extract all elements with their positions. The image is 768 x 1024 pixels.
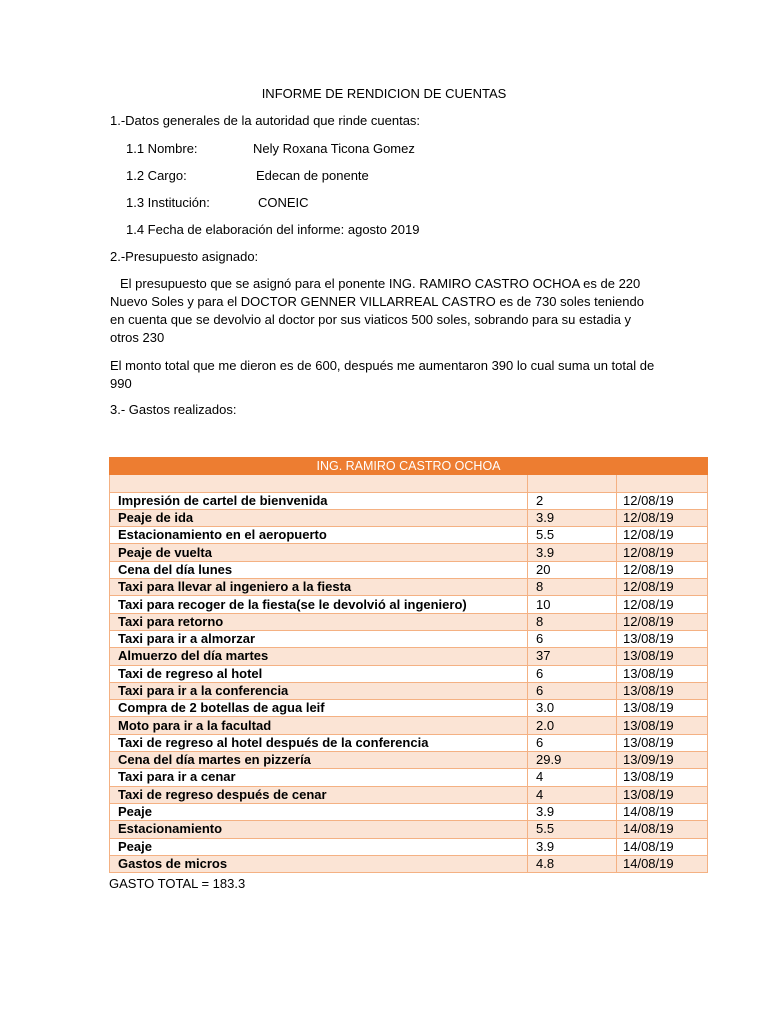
- table-row: [110, 527, 708, 544]
- table-blank-row: [110, 475, 708, 492]
- expense-date: 13/08/19: [617, 786, 708, 803]
- table-row: [110, 838, 708, 855]
- expense-description: Taxi de regreso al hotel: [110, 665, 528, 682]
- expense-date: 13/08/19: [617, 682, 708, 699]
- nombre-label: 1.1 Nombre:: [126, 141, 198, 156]
- expense-description: Taxi para recoger de la fiesta(se le devolvió al ingeniero): [110, 596, 528, 613]
- table-row: [110, 855, 708, 872]
- expense-date: 12/08/19: [617, 544, 708, 561]
- expense-description: Estacionamiento en el aeropuerto: [110, 527, 528, 544]
- presupuesto-paragraph-2: El monto total que me dieron es de 600, después me aumentaron 390 lo cual suma un total de 990: [110, 358, 655, 391]
- institucion-value: CONEIC: [258, 195, 309, 210]
- expense-description: Moto para ir a la facultad: [110, 717, 528, 734]
- expense-description: Impresión de cartel de bienvenida: [110, 492, 528, 509]
- expense-amount: 6: [528, 630, 617, 647]
- expense-description: Gastos de micros: [110, 855, 528, 872]
- table-row: [110, 596, 708, 613]
- expense-date: 13/08/19: [617, 630, 708, 647]
- expense-description: Almuerzo del día martes: [110, 648, 528, 665]
- expense-description: Peaje: [110, 803, 528, 820]
- expense-date: 14/08/19: [617, 803, 708, 820]
- table-row: [110, 700, 708, 717]
- expense-amount: 29.9: [528, 752, 617, 769]
- expense-date: 14/08/19: [617, 855, 708, 872]
- table-row: [110, 803, 708, 820]
- expense-date: 13/08/19: [617, 665, 708, 682]
- expense-amount: 2: [528, 492, 617, 509]
- expense-amount: 3.9: [528, 838, 617, 855]
- section-2-heading: 2.-Presupuesto asignado:: [110, 249, 259, 264]
- expense-amount: 37: [528, 648, 617, 665]
- expense-date: 13/08/19: [617, 700, 708, 717]
- expense-amount: 3.9: [528, 803, 617, 820]
- expense-amount: 3.0: [528, 700, 617, 717]
- table-row: [110, 630, 708, 647]
- expense-date: 12/08/19: [617, 613, 708, 630]
- table-row: [110, 734, 708, 751]
- gasto-total: GASTO TOTAL = 183.3: [109, 876, 246, 891]
- table-row: [110, 665, 708, 682]
- expense-date: 13/08/19: [617, 717, 708, 734]
- expense-description: Cena del día lunes: [110, 561, 528, 578]
- expense-description: Estacionamiento: [110, 821, 528, 838]
- expense-date: 14/08/19: [617, 821, 708, 838]
- expense-date: 12/08/19: [617, 596, 708, 613]
- gastos-table: [109, 457, 708, 873]
- expense-date: 13/08/19: [617, 769, 708, 786]
- expense-amount: 10: [528, 596, 617, 613]
- expense-amount: 3.9: [528, 544, 617, 561]
- table-row: [110, 752, 708, 769]
- table-row: [110, 544, 708, 561]
- expense-date: 12/08/19: [617, 561, 708, 578]
- expense-date: 13/08/19: [617, 734, 708, 751]
- table-row: [110, 786, 708, 803]
- table-header-row: [110, 458, 708, 475]
- expense-amount: 3.9: [528, 509, 617, 526]
- expense-date: 14/08/19: [617, 838, 708, 855]
- expense-amount: 5.5: [528, 527, 617, 544]
- expense-amount: 2.0: [528, 717, 617, 734]
- expense-description: Taxi de regreso después de cenar: [110, 786, 528, 803]
- expense-date: 13/08/19: [617, 648, 708, 665]
- expense-description: Taxi para retorno: [110, 613, 528, 630]
- expense-description: Taxi para llevar al ingeniero a la fiesta: [110, 579, 528, 596]
- expense-amount: 4.8: [528, 855, 617, 872]
- expense-date: 12/08/19: [617, 509, 708, 526]
- expense-description: Peaje de ida: [110, 509, 528, 526]
- expense-amount: 8: [528, 579, 617, 596]
- table-row: [110, 648, 708, 665]
- expense-date: 13/09/19: [617, 752, 708, 769]
- expense-amount: 5.5: [528, 821, 617, 838]
- table-row: [110, 821, 708, 838]
- expense-amount: 6: [528, 682, 617, 699]
- table-row: [110, 492, 708, 509]
- expense-description: Taxi para ir a la conferencia: [110, 682, 528, 699]
- expense-description: Cena del día martes en pizzería: [110, 752, 528, 769]
- table-row: [110, 717, 708, 734]
- expense-amount: 20: [528, 561, 617, 578]
- expense-description: Peaje de vuelta: [110, 544, 528, 561]
- expense-amount: 6: [528, 665, 617, 682]
- table-row: [110, 613, 708, 630]
- presupuesto-paragraph-1: El presupuesto que se asignó para el ponente ING. RAMIRO CASTRO OCHOA es de 220 Nuevo Soles y para el DOCTOR GENNER VILLARREAL CASTRO es de 730 soles teniendo en cuenta que se devolvio al doctor por sus viaticos 500 soles, sobrando para su estadia y otros 230: [110, 276, 644, 345]
- expense-amount: 4: [528, 769, 617, 786]
- report-title: INFORME DE RENDICION DE CUENTAS: [261, 86, 507, 101]
- fecha-elaboracion: 1.4 Fecha de elaboración del informe: agosto 2019: [126, 222, 420, 237]
- table-row: [110, 509, 708, 526]
- expense-amount: 8: [528, 613, 617, 630]
- expense-description: Compra de 2 botellas de agua leif: [110, 700, 528, 717]
- institucion-label: 1.3 Institución:: [126, 195, 210, 210]
- cargo-label: 1.2 Cargo:: [126, 168, 187, 183]
- nombre-value: Nely Roxana Ticona Gomez: [253, 141, 415, 156]
- expense-amount: 6: [528, 734, 617, 751]
- expense-date: 12/08/19: [617, 579, 708, 596]
- table-row: [110, 561, 708, 578]
- table-row: [110, 682, 708, 699]
- table-row: [110, 769, 708, 786]
- expense-description: Taxi para ir a almorzar: [110, 630, 528, 647]
- expense-description: Taxi para ir a cenar: [110, 769, 528, 786]
- section-1-heading: 1.-Datos generales de la autoridad que rinde cuentas:: [110, 113, 421, 128]
- table-row: [110, 579, 708, 596]
- expense-date: 12/08/19: [617, 492, 708, 509]
- table-header-title: ING. RAMIRO CASTRO OCHOA: [110, 458, 708, 475]
- expense-description: Peaje: [110, 838, 528, 855]
- expense-amount: 4: [528, 786, 617, 803]
- section-3-heading: 3.- Gastos realizados:: [110, 402, 237, 417]
- expense-date: 12/08/19: [617, 527, 708, 544]
- expense-description: Taxi de regreso al hotel después de la conferencia: [110, 734, 528, 751]
- cargo-value: Edecan de ponente: [256, 168, 369, 183]
